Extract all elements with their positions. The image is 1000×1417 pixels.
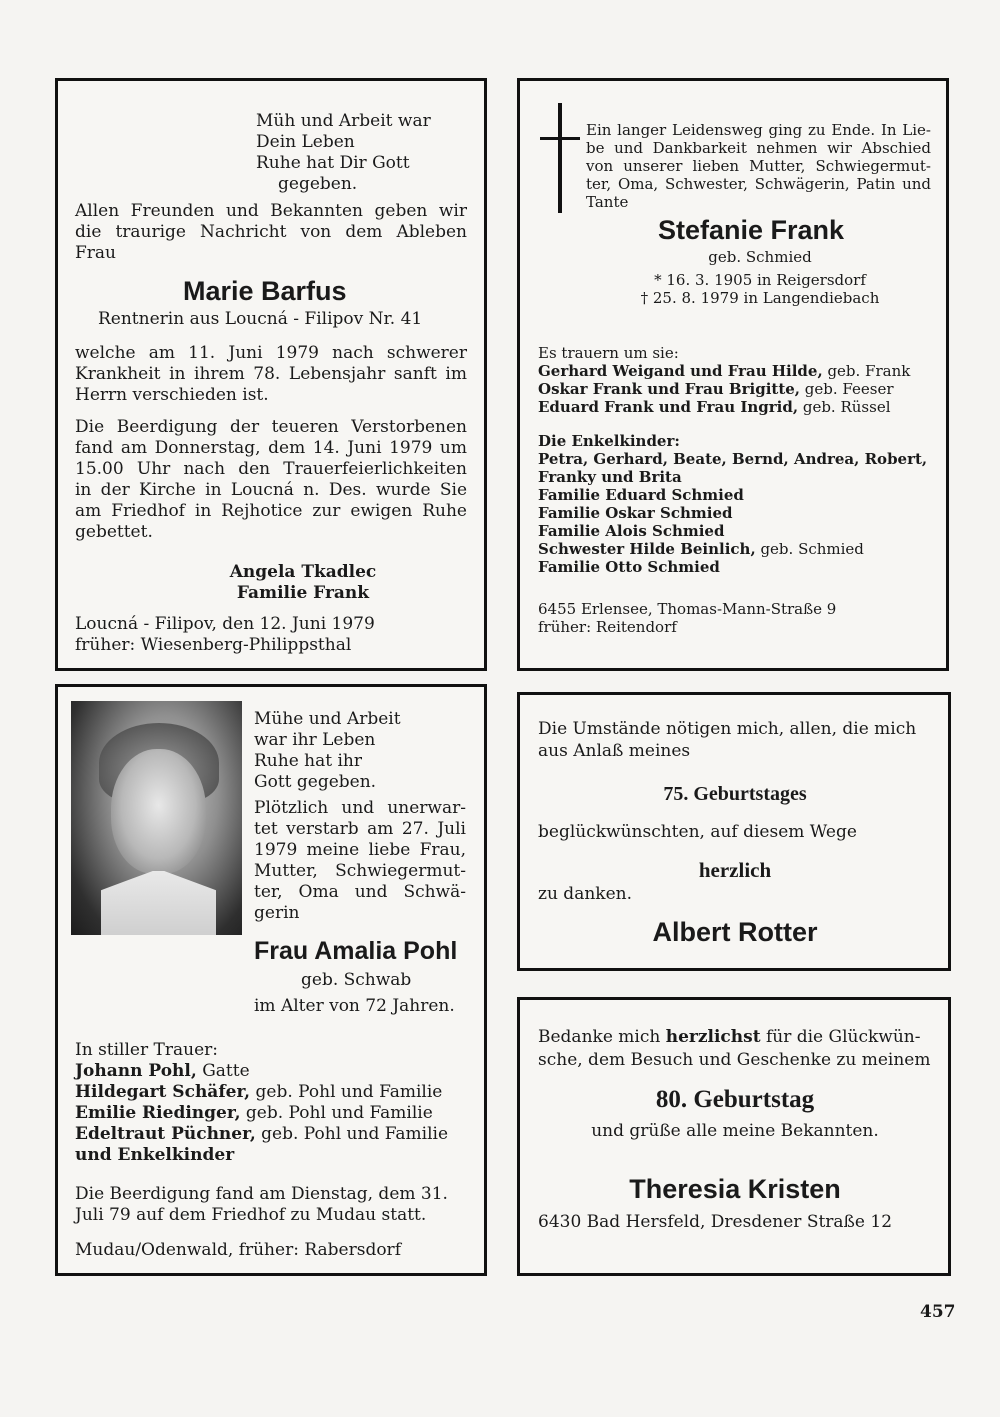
mourner-line: Oskar Frank und Frau Brigitte, geb. Feeser xyxy=(538,380,894,398)
mourners: Es trauern um sie: Gerhard Weigand und Frau Hilde, geb. Frank Oskar Frank und Frau Brigitte, geb. Feeser Eduard Frank und Frau Ingrid, geb. Rüssel xyxy=(538,344,911,416)
nee: geb. Schwab xyxy=(301,970,412,990)
mourner-line: Gerhard Weigand und Frau Hilde, geb. Frank xyxy=(538,362,911,380)
paragraph-funeral: Die Beerdigung der teueren Verstorbenen fand am Donnerstag, dem 14. Juni 1979 um 15.00 Uhr nach den Trauerfeierlichkeiten in der Kirche in Loucná n. Des. wurde Sie am Friedhof in Rejhotice zur ewigen Ruhe gebettet. xyxy=(75,417,467,542)
mourner-line: Eduard Frank und Frau Ingrid, geb. Rüssel xyxy=(538,398,891,416)
place: Mudau/Odenwald, früher: Rabersdorf xyxy=(75,1240,401,1260)
obituary-stefanie-frank xyxy=(517,78,949,671)
thanks-theresia-kristen xyxy=(517,997,951,1276)
verse: Mühe und Arbeit war ihr Leben Ruhe hat ihr Gott gegeben. xyxy=(254,709,401,792)
text: Plötzlich und unerwar- tet verstarb am 27. Juli 1979 meine liebe Frau, Mutter, Schwiegermut- ter, Oma und Schwä- gerin xyxy=(254,798,466,923)
mourner-line: Johann Pohl, Gatte xyxy=(75,1061,250,1081)
age: im Alter von 72 Jahren. xyxy=(254,996,455,1016)
occasion: 80. Geburtstag xyxy=(655,1086,815,1113)
deceased-name: Stefanie Frank xyxy=(658,215,845,245)
signature: Angela Tkadlec Familie Frank xyxy=(229,562,377,603)
emphasis: herzlich xyxy=(698,858,772,882)
line4: zu danken. xyxy=(538,884,632,904)
intro: Ein langer Leidensweg ging zu Ende. In Lie- be und Dankbarkeit nehmen wir Abschied von unserer lieben Mutter, Schwiegermut- ter, Oma, Schwester, Schwägerin, Patin und Tante xyxy=(586,121,931,211)
obituary-marie-barfus xyxy=(55,78,487,671)
deceased-name: Frau Amalia Pohl xyxy=(254,937,458,965)
cross-icon xyxy=(538,103,582,213)
deceased-name: Marie Barfus xyxy=(183,276,347,306)
line2: sche, dem Besuch und Geschenke zu meinem xyxy=(538,1050,931,1070)
page-number: 457 xyxy=(920,1302,956,1322)
sender-name: Theresia Kristen xyxy=(629,1174,841,1204)
line2: aus Anlaß meines xyxy=(538,741,691,761)
mourner-line: und Enkelkinder xyxy=(75,1145,235,1165)
mourner-line: Emilie Riedinger, geb. Pohl und Familie xyxy=(75,1103,433,1123)
portrait-photo xyxy=(71,701,242,935)
mourner-line: Hildegart Schäfer, geb. Pohl und Familie xyxy=(75,1082,443,1102)
line1: Die Umstände nötigen mich, allen, die mich xyxy=(538,719,917,739)
life-dates: * 16. 3. 1905 in Reigersdorf † 25. 8. 1979 in Langendiebach xyxy=(640,271,880,307)
line1: Bedanke mich herzlichst für die Glückwün- xyxy=(538,1027,921,1047)
line3: und grüße alle meine Bekannten. xyxy=(591,1121,879,1141)
sister-line: Schwester Hilde Beinlich, geb. Schmied xyxy=(538,540,864,558)
grandchildren: Die Enkelkinder: Petra, Gerhard, Beate, Bernd, Andrea, Robert, Franky und Brita Familie Eduard Schmied Familie Oskar Schmied Familie Alois Schmied Schwester Hilde Beinlich, geb. Schmied Familie Otto Schmied xyxy=(538,432,928,576)
paragraph-death: welche am 11. Juni 1979 nach schwerer Krankheit in ihrem 78. Lebensjahr sanft im Herrn verschieden ist. xyxy=(75,343,467,405)
place-date: Loucná - Filipov, den 12. Juni 1979 früher: Wiesenberg-Philippsthal xyxy=(75,614,375,655)
obituary-amalia-pohl xyxy=(55,684,487,1276)
address: 6455 Erlensee, Thomas-Mann-Straße 9 früher: Reitendorf xyxy=(538,600,837,636)
funeral: Die Beerdigung fand am Dienstag, dem 31. Juli 79 auf dem Friedhof zu Mudau statt. xyxy=(75,1184,448,1225)
occasion: 75. Geburtstages xyxy=(663,783,807,805)
subtitle: Rentnerin aus Loucná - Filipov Nr. 41 xyxy=(98,309,423,329)
dates: geb. Schmied xyxy=(708,248,812,266)
mourner-line: Edeltraut Püchner, geb. Pohl und Familie xyxy=(75,1124,449,1144)
intro: Allen Freunden und Bekannten geben wir die traurige Nachricht von dem Ableben Frau xyxy=(75,201,467,263)
line3: beglückwünschten, auf diesem Wege xyxy=(538,822,857,842)
thanks-albert-rotter xyxy=(517,692,951,971)
sender-name: Albert Rotter xyxy=(652,917,818,947)
address: 6430 Bad Hersfeld, Dresdener Straße 12 xyxy=(538,1212,893,1232)
verse: Müh und Arbeit war Dein Leben Ruhe hat Dir Gott gegeben. xyxy=(256,111,431,194)
mourners: In stiller Trauer: Johann Pohl, Gatte Hildegart Schäfer, geb. Pohl und Familie Emilie Riedinger, geb. Pohl und Familie Edeltraut Püchner, geb. Pohl und Familie und Enkelkinder xyxy=(75,1040,449,1165)
